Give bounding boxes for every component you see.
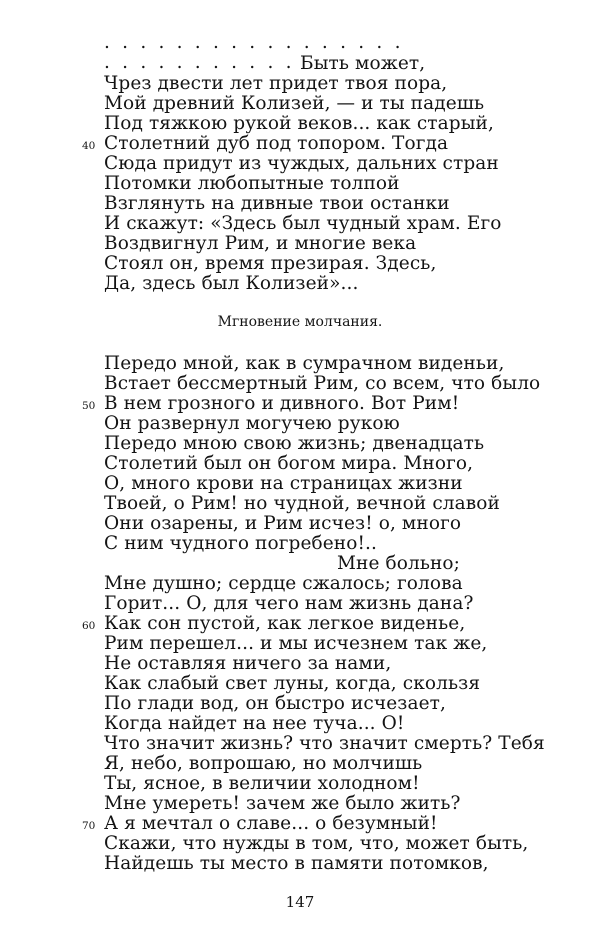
verse-line: Скажи, что нужды в том, что, может быть, [104, 833, 529, 854]
verse-line: Мой древний Колизей, — и ты падешь [104, 93, 485, 114]
verse-line: По глади вод, он быстро исчезает, [104, 693, 446, 714]
verse-line: Да, здесь был Колизей»... [104, 273, 359, 294]
verse-line: Чрез двести лет придет твоя пора, [104, 73, 448, 94]
verse-line: Когда найдет на нее туча... О! [104, 713, 405, 734]
verse-line: А я мечтал о славе... о безумный! [104, 813, 438, 834]
verse-line: Передо мною свою жизнь; двенадцать [104, 433, 485, 454]
verse-line: Как сон пустой, как легкое виденье, [104, 613, 466, 634]
verse-line: Сюда придут из чуждых, дальних стран [104, 153, 499, 174]
stage-direction: Мгновение молчания. [217, 314, 383, 330]
verse-line: Воздвигнул Рим, и многие века [104, 233, 417, 254]
line-number: 50 [82, 400, 96, 412]
verse-line: Мне умереть! зачем же было жить? [104, 793, 461, 814]
verse-line: Что значит жизнь? что значит смерть? Тебя [104, 733, 545, 754]
verse-line: Столетий был он богом мира. Много, [104, 453, 474, 474]
verse-line: Потомки любопытные толпой [104, 173, 400, 194]
verse-line: Под тяжкою рукой веков... как старый, [104, 113, 494, 134]
ellipsis-dots-row: . . . . . . . . . . . [104, 52, 295, 73]
verse-line: Не оставляя ничего за нами, [104, 653, 392, 674]
page-number: 147 [285, 893, 315, 911]
verse-line: С ним чудного погребено!.. [104, 533, 377, 554]
line-number: 40 [82, 140, 96, 152]
verse-line: Он развернул могучею рукою [104, 413, 400, 434]
verse-line: И скажут: «Здесь был чудный храм. Его [104, 213, 502, 234]
ellipsis-dots-row: . . . . . . . . . . . . . . . . . [104, 32, 404, 53]
verse-line: Ты, ясное, в величии холодном! [104, 773, 420, 794]
verse-line: Рим перешел... и мы исчезнем так же, [104, 633, 488, 654]
verse-line: Столетний дуб под топором. Тогда [104, 133, 449, 154]
verse-line: Взглянуть на дивные твои останки [104, 193, 450, 214]
verse-line: Твоей, о Рим! но чудной, вечной славой [104, 493, 500, 514]
verse-line: Передо мной, как в сумрачном виденьи, [104, 353, 505, 374]
verse-line: Мне больно; [336, 553, 460, 574]
line-number: 70 [82, 820, 96, 832]
verse-line: Встает бессмертный Рим, со всем, что было [104, 373, 541, 394]
line-number: 60 [82, 620, 96, 632]
verse-line: Быть может, [300, 53, 426, 74]
verse-line: Я, небо, вопрошаю, но молчишь [104, 753, 423, 774]
verse-line: Горит... О, для чего нам жизнь дана? [104, 593, 474, 614]
verse-line: Найдешь ты место в памяти потомков, [104, 853, 489, 874]
verse-line: Стоял он, время презирая. Здесь, [104, 253, 437, 274]
verse-line: Как слабый свет луны, когда, скользя [104, 673, 481, 694]
verse-line: В нем грозного и дивного. Вот Рим! [104, 393, 460, 414]
verse-line: Они озарены, и Рим исчез! о, много [104, 513, 462, 534]
verse-line: О, много крови на страницах жизни [104, 473, 463, 494]
verse-line: Мне душно; сердце сжалось; голова [104, 573, 463, 594]
